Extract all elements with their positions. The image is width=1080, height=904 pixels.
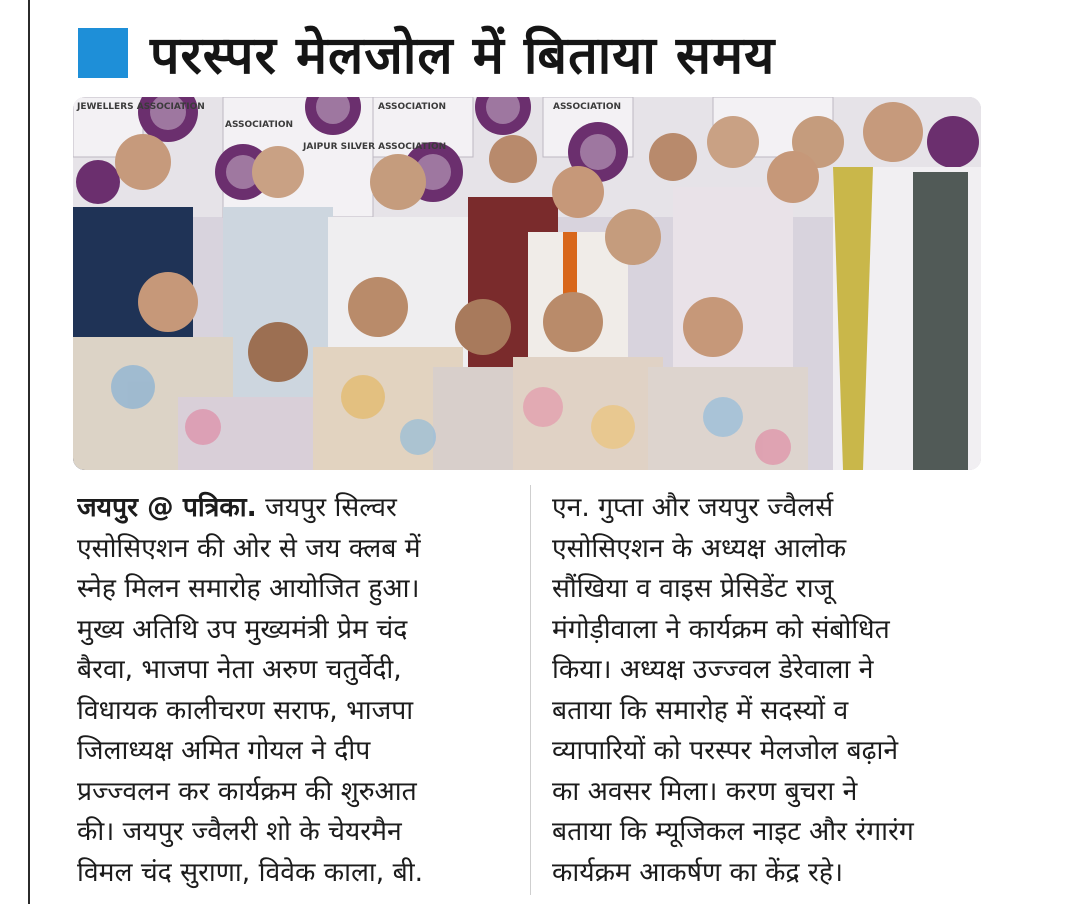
text-line: का अवसर मिला। करण बुचरा ने xyxy=(552,775,858,807)
column-rule xyxy=(28,0,30,904)
svg-text:JAIPUR SILVER ASSOCIATION: JAIPUR SILVER ASSOCIATION xyxy=(303,142,447,152)
column-divider xyxy=(530,485,531,895)
bullet-square-icon xyxy=(78,28,128,78)
text-line: व्यापारियों को परस्पर मेलजोल बढ़ाने xyxy=(552,735,899,766)
headline: परस्पर मेलजोल में बिताया समय xyxy=(150,25,776,86)
text-line: कार्यक्रम आकर्षण का केंद्र रहे। xyxy=(552,856,843,888)
article-header xyxy=(78,18,775,88)
text-line: प्रज्ज्वलन कर कार्यक्रम की शुरुआत xyxy=(77,775,417,807)
text-line: एसोसिएशन की ओर से जय क्लब में xyxy=(77,532,421,564)
text-line: सौंखिया व वाइस प्रेसिडेंट राजू xyxy=(552,573,834,604)
text-line: जयपुर @ पत्रिका. जयपुर सिल्वर xyxy=(77,492,397,523)
text-line: जिलाध्यक्ष अमित गोयल ने दीप xyxy=(77,735,371,766)
news-photo xyxy=(73,97,981,470)
text-line: बैरवा, भाजपा नेता अरुण चतुर्वेदी, xyxy=(77,654,402,685)
text-line: एन. गुप्ता और जयपुर ज्वैलर्स xyxy=(552,492,834,523)
article-body-left xyxy=(77,488,509,893)
svg-text:ASSOCIATION: ASSOCIATION xyxy=(225,120,294,130)
group-photo-image xyxy=(73,97,981,470)
text-line: विधायक कालीचरण सराफ, भाजपा xyxy=(77,694,414,726)
svg-text:ASSOCIATION: ASSOCIATION xyxy=(378,102,447,112)
dateline: जयपुर @ पत्रिका. xyxy=(77,492,257,523)
text-line: मुख्य अतिथि उप मुख्यमंत्री प्रेम चंद xyxy=(77,613,408,645)
text-line: विमल चंद सुराणा, विवेक काला, बी. xyxy=(77,856,424,888)
text-line: एसोसिएशन के अध्यक्ष आलोक xyxy=(552,532,847,564)
text-line: स्नेह मिलन समारोह आयोजित हुआ। xyxy=(77,573,420,604)
svg-text:ASSOCIATION: ASSOCIATION xyxy=(553,102,622,112)
text-line: की। जयपुर ज्वैलरी शो के चेयरमैन xyxy=(77,816,402,847)
text-line: बताया कि म्यूजिकल नाइट और रंगारंग xyxy=(552,816,914,847)
text-line: मंगोड़ीवाला ने कार्यक्रम को संबोधित xyxy=(552,613,890,645)
text-line: बताया कि समारोह में सदस्यों व xyxy=(552,694,849,726)
article-body-right xyxy=(552,488,984,893)
svg-text:JEWELLERS ASSOCIATION: JEWELLERS ASSOCIATION xyxy=(77,102,205,112)
text-line: किया। अध्यक्ष उज्ज्वल डेरेवाला ने xyxy=(552,654,874,685)
